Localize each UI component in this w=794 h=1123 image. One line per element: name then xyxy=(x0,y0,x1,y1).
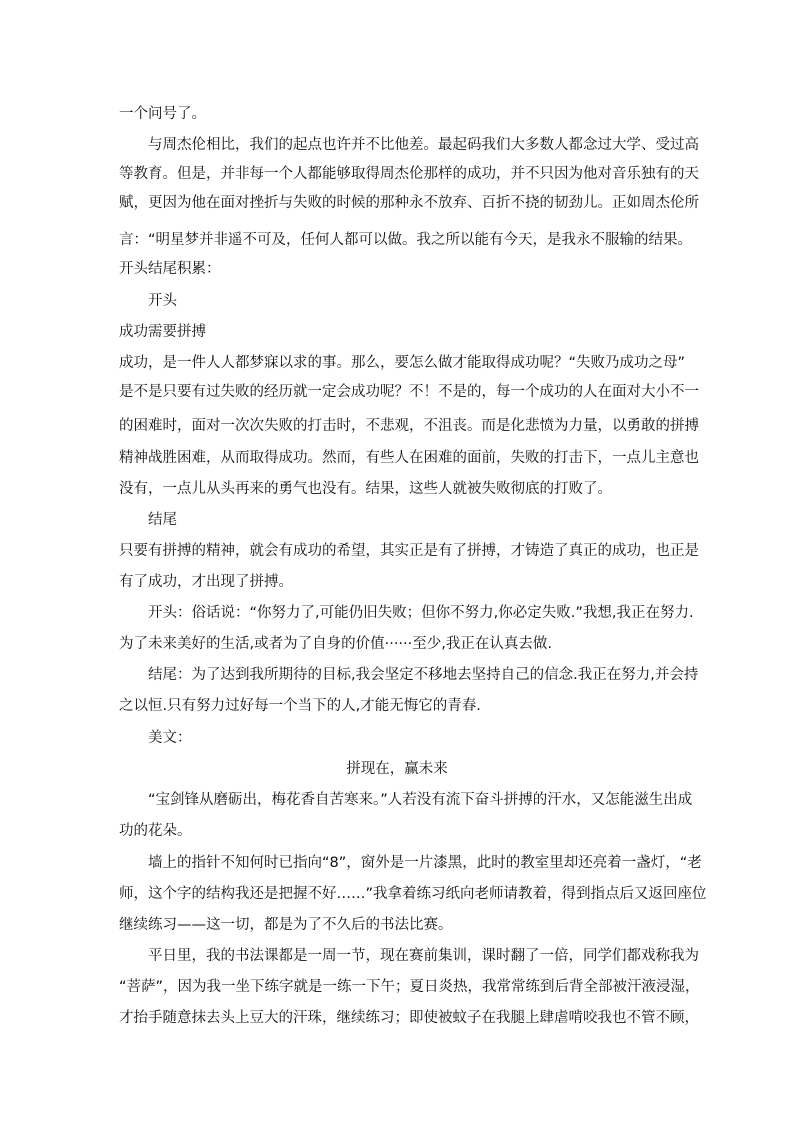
paragraph-line: 开头：俗话说：“你努力了,可能仍旧失败；但你不努力,你必定失败.”我想,我正在努力. xyxy=(148,605,694,621)
paragraph-line: 只要有拼搏的精神，就会有成功的希望，其实正是有了拼搏，才铸造了真正的成功，也正是 xyxy=(119,543,699,559)
subheading-ending: 结尾 xyxy=(148,512,177,528)
paragraph-line: 等教育。但是，并非每一个人都能够取得周杰伦那样的成功，并不只因为他对音乐独有的天 xyxy=(119,166,699,182)
paragraph-line: 继续练习——这一切，都是为了不久后的书法比赛。 xyxy=(119,917,453,933)
paragraph-line: 成功，是一件人人都梦寐以求的事。那么，要怎么做才能取得成功呢？“失败乃成功之母” xyxy=(119,355,686,371)
paragraph-line: 墙上的指针不知何时已指向“8”，窗外是一片漆黑，此时的教室里却还亮着一盏灯，“老 xyxy=(148,855,702,871)
paragraph-line: 功的花朵。 xyxy=(119,823,192,839)
paragraph-line: 为了未来美好的生活,或者为了自身的价值······至少,我正在认真去做. xyxy=(119,636,552,652)
section-heading: 美文： xyxy=(148,730,192,746)
paragraph-line: 有了成功，才出现了拼搏。 xyxy=(119,574,293,590)
paragraph-line: 赋，更因为他在面对挫折与失败的时候的那种永不放弃、百折不挠的韧劲儿。正如周杰伦所 xyxy=(119,195,699,211)
paragraph-line: 与周杰伦相比，我们的起点也许并不比他差。最起码我们大多数人都念过大学、受过高 xyxy=(148,137,699,153)
quote-line: 言：“明星梦并非遥不可及，任何人都可以做。我之所以能有今天，是我永不服输的结果。 xyxy=(119,232,693,248)
paragraph-line: 平日里，我的书法课都是一周一节，现在赛前集训，课时翻了一倍，同学们都戏称我为 xyxy=(148,948,699,964)
paragraph-line: 才抬手随意抹去头上豆大的汗珠，继续练习；即使被蚊子在我腿上肆虐啃咬我也不管不顾， xyxy=(119,1010,699,1026)
paragraph-line: 精神战胜困难，从而取得成功。然而，有些人在困难的面前，失败的打击下，一点儿主意也 xyxy=(119,450,699,466)
paragraph-line: “宝剑锋从磨砺出，梅花香自苦寒来。”人若没有流下奋斗拼搏的汗水，又怎能滋生出成 xyxy=(148,792,693,808)
essay-title: 拼现在，赢未来 xyxy=(346,761,448,777)
paragraph-line: 之以恒.只有努力过好每一个当下的人,才能无悔它的青春. xyxy=(119,698,481,714)
paragraph-line: 师，这个字的结构我还是把握不好……”我拿着练习纸向老师请教着，得到指点后又返回座位 xyxy=(119,886,707,902)
subheading-opening: 开头 xyxy=(148,293,177,309)
paragraph-line: 结尾：为了达到我所期待的目标,我会坚定不移地去坚持自己的信念.我正在努力,并会持 xyxy=(148,667,699,683)
paragraph-line: 没有，一点儿从头再来的勇气也没有。结果，这些人就被失败彻底的打败了。 xyxy=(119,481,612,497)
section-heading: 开头结尾积累： xyxy=(119,261,221,277)
text-line: 成功需要拼搏 xyxy=(119,324,206,340)
text-line: 一个问号了。 xyxy=(119,106,206,122)
paragraph-line: “菩萨”，因为我一坐下练字就是一练一下午；夏日炎热，我常常练到后背全部被汗液浸湿， xyxy=(119,979,700,995)
paragraph-line: 的困难时，面对一次次失败的打击时，不悲观，不沮丧。而是化悲愤为力量，以勇敢的拼搏 xyxy=(119,418,699,434)
paragraph-line: 是不是只要有过失败的经历就一定会成功呢？不！不是的，每一个成功的人在面对大小不一 xyxy=(119,384,699,400)
